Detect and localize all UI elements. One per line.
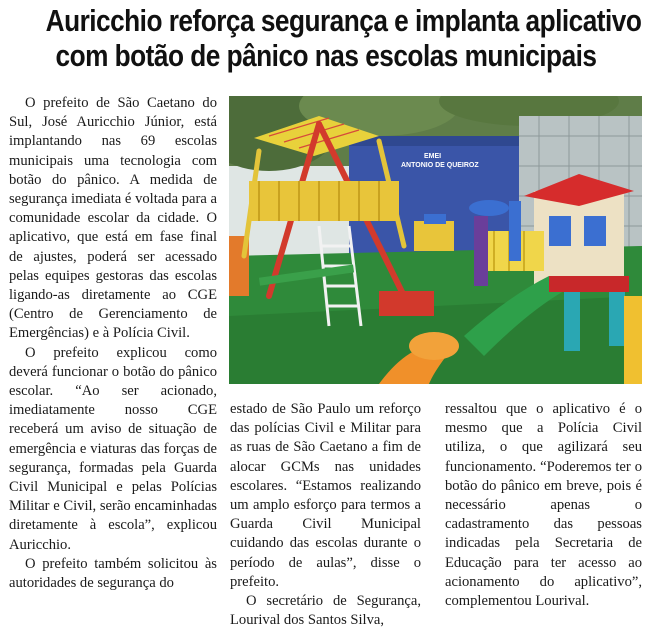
school-sign-line-1: EMEI xyxy=(424,153,442,160)
paragraph-application: ressaltou que o aplicativo é o mesmo que a Polícia Civil utiliza, o que agilizará seu funcionamento. “Poderemos ter o botão do pânico em breve, pois é necessário apenas o cadastramento das pessoas indicadas pela Secretaria de Educação para ter acesso ao acionamento do aplicativo”, complementou Lourival. xyxy=(445,401,642,610)
playground-photo xyxy=(229,96,642,384)
paragraph-reinforcement: estado de São Paulo um reforço das polícias Civil e Militar para as ruas de São Caetano a fim de alocar GCMs nas unidades escolares. “Estamos realizando um amplo esforço para termos a Guarda Civil Municipal cuidando das escolas durante o período de aulas”, disse o prefeito. xyxy=(230,401,421,590)
article-column-2 xyxy=(230,400,421,630)
paragraph-secretary: O secretário de Segurança, Lourival dos Santos Silva, xyxy=(230,593,421,629)
headline-line-2: com botão de pânico nas escolas municipais xyxy=(55,39,597,73)
article-column-1 xyxy=(9,94,217,593)
paragraph-request: O prefeito também solicitou às autoridades de segurança do xyxy=(9,555,217,592)
playground-photo-illustration xyxy=(229,96,642,384)
headline xyxy=(45,4,642,74)
paragraph-explanation: O prefeito explicou como deverá funcionar o botão do pânico escolar. “Ao ser acionado, imediatamente nosso CGE receberá um aviso de situação de emergência e viaturas das forças de segurança, formadas pela Guarda Civil Municipal e pelas Polícias Militar e Civil, serão encaminhadas diretamente à escola”, explicou Auricchio. xyxy=(9,344,217,553)
article-column-3 xyxy=(445,400,642,611)
headline-line-1: Auricchio reforça segurança e implanta aplicativo xyxy=(45,4,642,38)
paragraph-intro: O prefeito de São Caetano do Sul, José Auricchio Júnior, está implantando nas 69 escolas municipais uma tecnologia com botão do pânico. A medida de segurança imediata é voltada para a comunidade escolar da cidade. O aplicativo, que está em fase final de ajustes, poderá ser acessado pelas equipes gestoras das escolas ligando-as diretamente ao CGE (Centro de Gerenciamento de Emergências) e à Polícia Civil. xyxy=(9,95,217,342)
school-sign-line-2: ANTONIO DE QUEIROZ xyxy=(401,162,479,169)
